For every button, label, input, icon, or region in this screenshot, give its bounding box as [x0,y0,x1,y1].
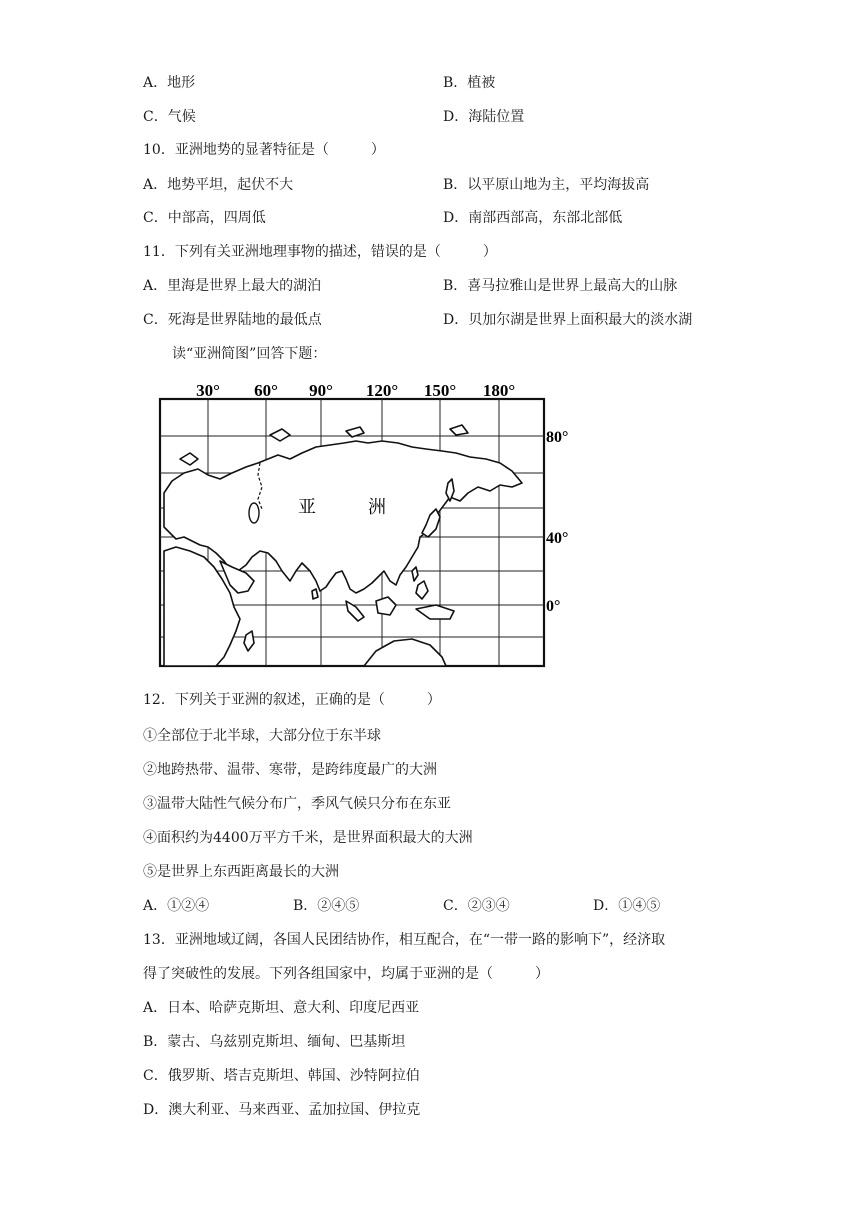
map-intro: 读“亚洲简图”回答下题： [172,346,327,362]
q9-option-a: A．地形 [143,75,196,91]
q13-stem-line2: 得了突破性的发展。下列各组国家中，均属于亚洲的是（ ） [143,966,549,982]
map-lon-label-30: 30° [196,381,220,400]
q11-option-d: D．贝加尔湖是世界上面积最大的淡水湖 [443,312,693,328]
q10-option-a: A．地势平坦，起伏不大 [143,177,294,193]
q9-option-b: B．植被 [443,75,496,91]
q9-option-d: D．海陆位置 [443,109,525,125]
q10-stem: 10．亚洲地势的显著特征是（ ） [143,142,385,158]
q9-option-c: C．气候 [143,109,196,125]
asia-map-svg [150,375,590,675]
map-lon-label-120: 120° [365,381,399,400]
q11-option-b: B．喜马拉雅山是世界上最高大的山脉 [443,278,678,294]
map-label-asia-1: 亚 [298,497,316,518]
q10-option-b: B．以平原山地为主，平均海拔高 [443,177,650,193]
q13-option-d: D．澳大利亚、马来西亚、孟加拉国、伊拉克 [143,1102,421,1118]
q10-option-c: C．中部高，四周低 [143,210,266,226]
map-lat-label-80: 80° [546,429,569,446]
q13-option-b: B．蒙古、乌兹别克斯坦、缅甸、巴基斯坦 [143,1034,406,1050]
q12-statement-5: ⑤是世界上东西距离最长的大洲 [143,864,339,880]
q12-statement-2: ②地跨热带、温带、寒带，是跨纬度最广的大洲 [143,762,437,778]
map-lon-label-150: 150° [423,381,457,400]
q11-option-c: C．死海是世界陆地的最低点 [143,312,322,328]
q12-option-c: C．②③④ [443,898,510,914]
map-lat-label-0: 0° [546,598,561,615]
map-label-asia-2: 洲 [368,497,386,518]
map-lon-label-90: 90° [309,381,333,400]
q12-statement-4: ④面积约为4400万平方千米，是世界面积最大的大洲 [143,830,473,846]
q13-option-c: C．俄罗斯、塔吉克斯坦、韩国、沙特阿拉伯 [143,1068,420,1084]
q12-option-d: D．①④⑤ [593,898,661,914]
map-caspian-sea [249,503,259,523]
q12-option-b: B．②④⑤ [293,898,360,914]
q11-option-a: A．里海是世界上最大的湖泊 [143,278,322,294]
map-lon-label-60: 60° [254,381,278,400]
map-lat-label-40: 40° [546,530,569,547]
map-landmass [164,425,522,666]
q12-statement-3: ③温带大陆性气候分布广，季风气候只分布在东亚 [143,796,451,812]
q10-option-d: D．南部西部高，东部北部低 [443,210,623,226]
q13-stem-line1: 13．亚洲地域辽阔，各国人民团结协作，相互配合，在“一带一路的影响下”，经济取 [143,932,666,948]
q13-option-a: A．日本、哈萨克斯坦、意大利、印度尼西亚 [143,1000,420,1016]
q12-statement-1: ①全部位于北半球，大部分位于东半球 [143,728,381,744]
asia-map [150,375,590,675]
q12-stem: 12．下列关于亚洲的叙述，正确的是（ ） [143,692,441,708]
map-lon-label-180: 180° [482,381,516,400]
q12-option-a: A．①②④ [143,898,210,914]
q11-stem: 11．下列有关亚洲地理事物的描述，错误的是（ ） [143,244,497,260]
